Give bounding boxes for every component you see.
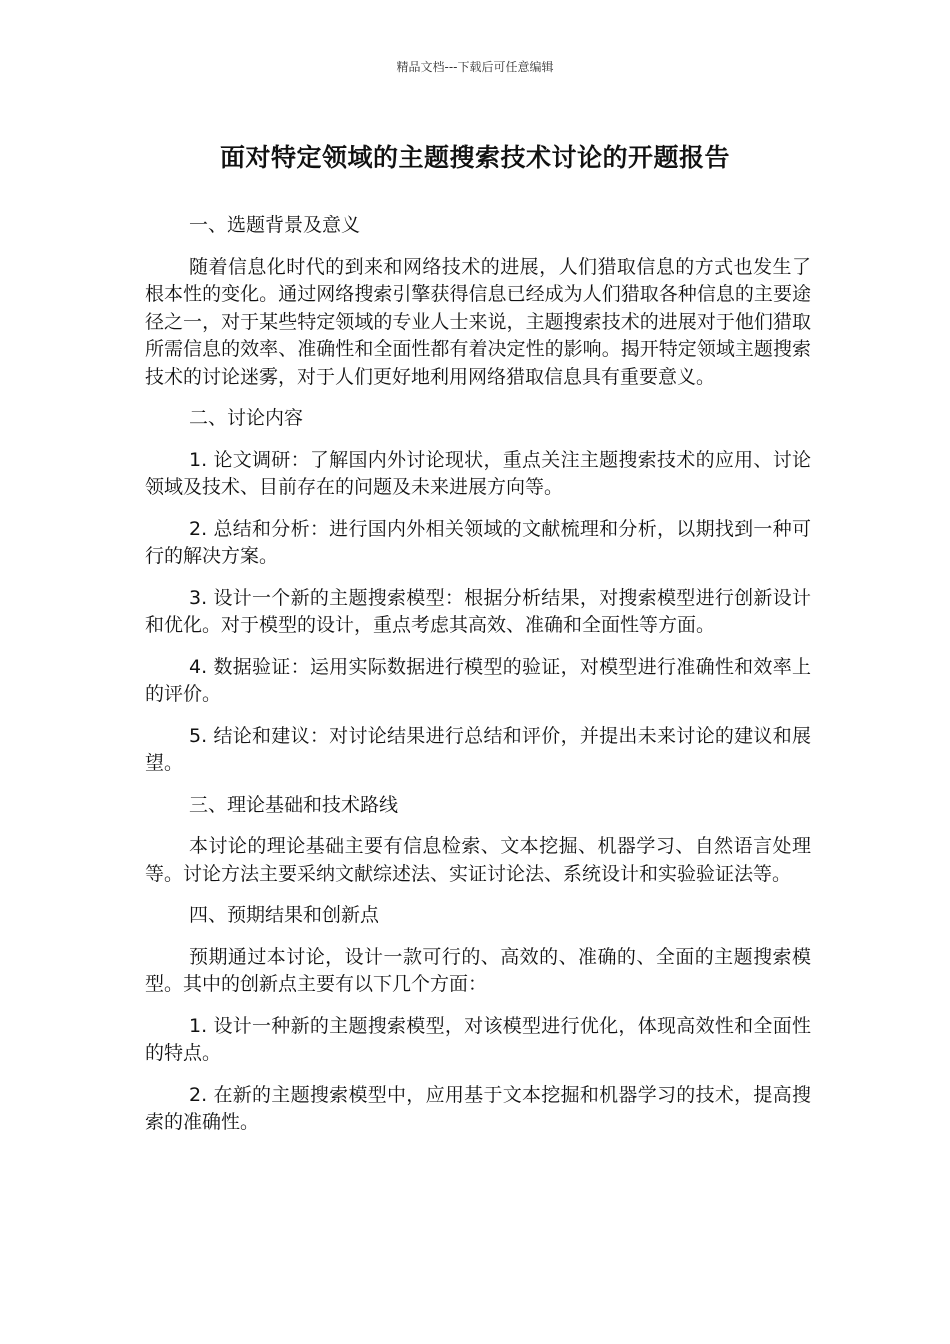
document-body — [145, 212, 811, 1151]
list-item-summary-analysis: 2. 总结和分析：进行国内外相关领域的文献梳理和分析，以期找到一种可行的解决方案。 — [145, 517, 811, 567]
document-title: 面对特定领域的主题搜索技术讨论的开题报告 — [219, 143, 730, 172]
paragraph-expected-results: 预期通过本讨论，设计一款可行的、高效的、准确的、全面的主题搜索模型。其中的创新点主要有以下几个方面： — [145, 945, 811, 995]
page-header-note: 精品文档---下载后可任意编辑 — [396, 60, 554, 74]
section-heading-expected-results: 四、预期结果和创新点 — [189, 904, 380, 926]
list-item-innovation-1: 1. 设计一种新的主题搜索模型，对该模型进行优化，体现高效性和全面性的特点。 — [145, 1014, 811, 1064]
paragraph-theory: 本讨论的理论基础主要有信息检索、文本挖掘、机器学习、自然语言处理等。讨论方法主要采纳文献综述法、实证讨论法、系统设计和实验验证法等。 — [145, 835, 811, 885]
list-item-literature-survey: 1. 论文调研：了解国内外讨论现状，重点关注主题搜索技术的应用、讨论领域及技术、目前存在的问题及未来进展方向等。 — [145, 448, 811, 498]
list-item-data-validation: 4. 数据验证：运用实际数据进行模型的验证，对模型进行准确性和效率上的评价。 — [145, 655, 811, 705]
section-heading-content: 二、讨论内容 — [189, 407, 304, 429]
list-item-conclusion: 5. 结论和建议：对讨论结果进行总结和评价，并提出未来讨论的建议和展望。 — [145, 724, 811, 774]
paragraph-background: 随着信息化时代的到来和网络技术的进展，人们猎取信息的方式也发生了根本性的变化。通过网络搜索引擎获得信息已经成为人们猎取各种信息的主要途径之一，对于某些特定领域的专业人士来说，主题搜索技术的进展对于他们猎取所需信息的效率、准确性和全面性都有着决定性的影响。揭开特定领域主题搜索技术的讨论迷雾，对于人们更好地利用网络猎取信息具有重要意义。 — [145, 255, 811, 388]
list-item-innovation-2: 2. 在新的主题搜索模型中，应用基于文本挖掘和机器学习的技术，提高搜索的准确性。 — [145, 1083, 811, 1133]
section-heading-theory: 三、理论基础和技术路线 — [189, 793, 399, 816]
list-item-model-design: 3. 设计一个新的主题搜索模型：根据分析结果，对搜索模型进行创新设计和优化。对于模型的设计，重点考虑其高效、准确和全面性等方面。 — [145, 586, 811, 636]
section-heading-background: 一、选题背景及意义 — [189, 214, 361, 236]
